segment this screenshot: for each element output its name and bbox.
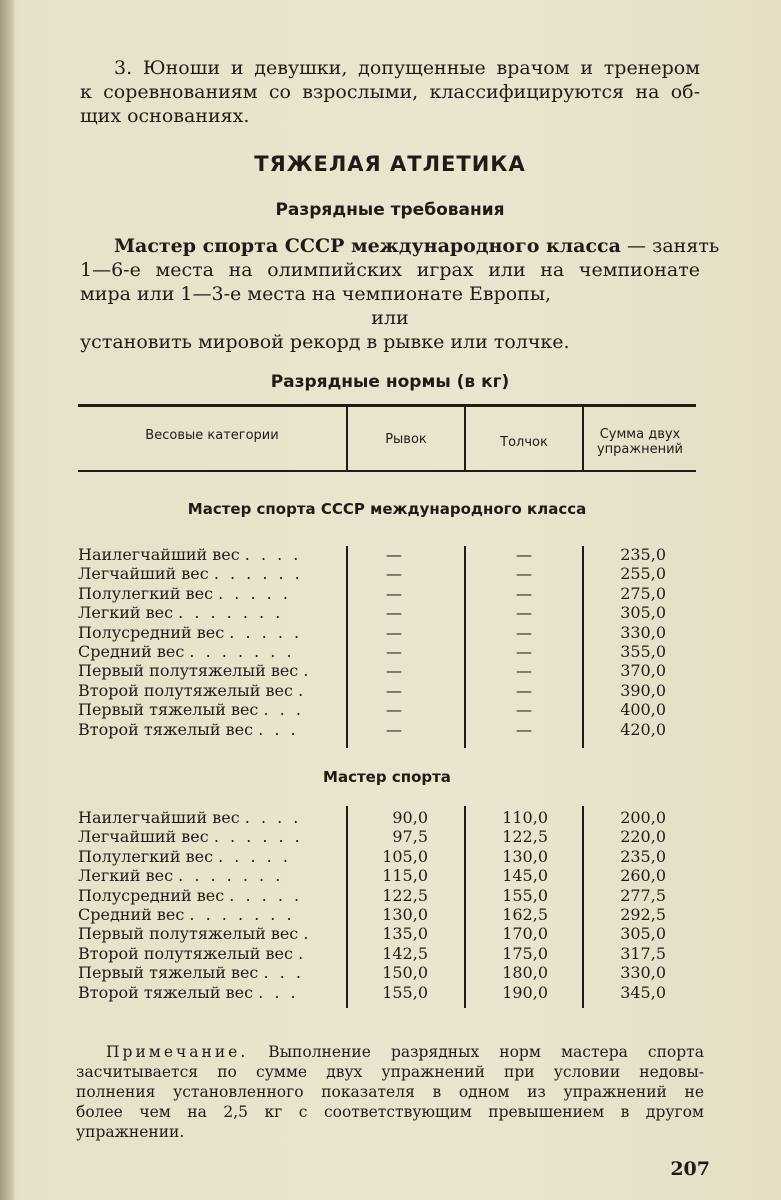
weight-category: [78, 905, 338, 924]
table-row: [78, 584, 696, 603]
weight-category-label: Первый тяжелый вес: [78, 700, 259, 720]
snatch-value: 130,0: [382, 905, 428, 924]
snatch-value: 105,0: [382, 846, 428, 866]
requirements-line-rest: — занять: [620, 235, 720, 257]
table-row: [78, 564, 696, 583]
intro-line: к соревнованиям со взрослыми, классифицируются на об-: [80, 81, 700, 103]
leader-dots: . . . . . .: [213, 827, 303, 847]
requirements-or: или: [371, 307, 409, 329]
table-row: [78, 983, 696, 1002]
clean-jerk-value: —: [516, 622, 532, 642]
weight-category: [78, 827, 338, 846]
snatch-value: —: [386, 680, 402, 700]
weight-category-label: Второй тяжелый вес: [78, 719, 254, 739]
leader-dots: . . . . . . .: [189, 642, 295, 661]
weight-category: [78, 545, 338, 564]
leader-dots: . . .: [258, 719, 299, 739]
leader-dots: . . .: [263, 963, 304, 983]
requirements-line: установить мировой рекорд в рывке или толчке.: [80, 331, 570, 353]
weight-category-label: Второй полутяжелый вес: [78, 680, 293, 700]
clean-jerk-value: —: [516, 603, 532, 623]
snatch-value: 90,0: [392, 808, 428, 827]
snatch-value: 142,5: [382, 943, 428, 963]
intro-paragraph: [80, 56, 700, 128]
table-row: [78, 661, 696, 680]
leader-dots: . . . . . .: [213, 564, 303, 584]
requirements-line: мира или 1—3-е места на чемпионате Европы,: [80, 283, 551, 305]
intro-line: щих основаниях.: [80, 105, 250, 127]
leader-dots: . . .: [263, 700, 304, 720]
table-row: [78, 808, 696, 827]
snatch-value: 115,0: [382, 866, 428, 886]
table-row: [78, 924, 696, 943]
weight-category: [78, 642, 338, 661]
total-value: 330,0: [620, 963, 666, 983]
weight-category-label: Второй тяжелый вес: [78, 982, 254, 1002]
weight-category-label: Второй полутяжелый вес: [78, 943, 293, 963]
table-row: [78, 886, 696, 905]
leader-dots: . . . .: [244, 545, 302, 564]
intro-line: 3. Юноши и девушки, допущенные врачом и тренером: [114, 57, 700, 79]
clean-jerk-value: 145,0: [502, 866, 548, 886]
weight-category-label: Первый полутяжелый вес: [78, 661, 299, 681]
snatch-value: 155,0: [382, 982, 428, 1002]
note-label: Примечание.: [106, 1043, 249, 1061]
clean-jerk-value: 122,5: [502, 827, 548, 847]
snatch-value: 97,5: [392, 827, 428, 847]
requirements-line: [80, 234, 720, 258]
weight-category: [78, 681, 338, 700]
total-value: 330,0: [620, 622, 666, 642]
weight-category-label: Первый тяжелый вес: [78, 963, 259, 983]
weight-category-label: Наилегчайший вес: [78, 808, 240, 827]
weight-category-label: Полулегкий вес: [78, 583, 214, 603]
clean-jerk-value: 110,0: [502, 808, 548, 827]
requirements-line: 1—6-е места на олимпийских играх или на чемпионате: [80, 259, 700, 281]
weight-category: [78, 661, 338, 680]
clean-jerk-value: 170,0: [502, 924, 548, 944]
weight-category: [78, 720, 338, 739]
leader-dots: .: [298, 680, 307, 700]
snatch-value: —: [386, 719, 402, 739]
snatch-value: —: [386, 583, 402, 603]
table-top-rule: [78, 404, 696, 407]
section1-title: Мастер спорта СССР международного класса: [187, 500, 587, 518]
header-total: [584, 427, 696, 457]
total-value: 275,0: [620, 583, 666, 603]
requirements-bold-lead: Мастер спорта СССР международного класса: [114, 235, 621, 257]
leader-dots: .: [303, 661, 312, 681]
book-spine-shadow: [0, 0, 14, 1200]
weight-category: [78, 584, 338, 603]
weight-category-label: Наилегчайший вес: [78, 545, 240, 564]
page-number: 207: [670, 1158, 710, 1180]
snatch-value: —: [386, 700, 402, 720]
clean-jerk-value: —: [516, 661, 532, 681]
total-value: 305,0: [620, 924, 666, 944]
leader-dots: .: [303, 924, 312, 944]
leader-dots: .: [298, 943, 307, 963]
section2-title: Мастер спорта: [323, 768, 451, 786]
clean-jerk-value: —: [516, 564, 532, 584]
requirements-title: Разрядные требования: [275, 200, 505, 220]
header-total-line: Сумма двух: [599, 427, 681, 442]
clean-jerk-value: 190,0: [502, 982, 548, 1002]
leader-dots: . . .: [258, 982, 299, 1002]
snatch-value: —: [386, 642, 402, 661]
snatch-value: 135,0: [382, 924, 428, 944]
requirements-paragraph: [80, 234, 720, 354]
weight-category: [78, 886, 338, 905]
table-row: [78, 905, 696, 924]
weight-category: [78, 983, 338, 1002]
header-total-line: упражнений: [596, 442, 684, 457]
total-value: 220,0: [620, 827, 666, 847]
leader-dots: . . . . .: [229, 622, 303, 642]
weight-category: [78, 564, 338, 583]
weight-category: [78, 808, 338, 827]
weight-category: [78, 700, 338, 719]
clean-jerk-value: 130,0: [502, 846, 548, 866]
total-value: 305,0: [620, 603, 666, 623]
norms-title: Разрядные нормы (в кг): [270, 372, 510, 392]
clean-jerk-value: —: [516, 642, 532, 661]
weight-category-label: Легчайший вес: [78, 564, 209, 584]
table-row: [78, 847, 696, 866]
table-header-bottom-rule: [78, 470, 696, 472]
table-row: [78, 827, 696, 846]
total-value: 317,5: [620, 943, 666, 963]
weight-category: [78, 963, 338, 982]
snatch-value: —: [386, 564, 402, 584]
weight-category-label: Средний вес: [78, 642, 185, 661]
weight-category-label: Легкий вес: [78, 866, 174, 886]
total-value: 277,5: [620, 885, 666, 905]
snatch-value: —: [386, 545, 402, 564]
clean-jerk-value: —: [516, 700, 532, 720]
weight-category: [78, 847, 338, 866]
leader-dots: . . . . .: [229, 885, 303, 905]
leader-dots: . . . . .: [218, 846, 291, 866]
total-value: 200,0: [620, 808, 666, 827]
total-value: 370,0: [620, 661, 666, 681]
total-value: 390,0: [620, 680, 666, 700]
weight-category-label: Полулегкий вес: [78, 846, 214, 866]
total-value: 355,0: [620, 642, 666, 661]
weight-category: [78, 603, 338, 622]
weight-category: [78, 623, 338, 642]
snatch-value: —: [386, 603, 402, 623]
snatch-value: —: [386, 661, 402, 681]
weight-category-label: Полусредний вес: [78, 885, 225, 905]
snatch-value: 122,5: [382, 885, 428, 905]
table-row: [78, 603, 696, 622]
note-line: упражнении.: [76, 1123, 185, 1141]
table-row: [78, 681, 696, 700]
snatch-value: —: [386, 622, 402, 642]
leader-dots: . . . . . . .: [178, 603, 284, 623]
clean-jerk-value: —: [516, 583, 532, 603]
weight-category-label: Полусредний вес: [78, 622, 225, 642]
note-paragraph: [76, 1042, 704, 1142]
total-value: 400,0: [620, 700, 666, 720]
header-category: Весовые категории: [145, 428, 279, 443]
clean-jerk-value: 162,5: [502, 905, 548, 924]
note-line: засчитывается по сумме двух упражнений при условии недовы-: [76, 1063, 704, 1081]
leader-dots: . . . . . . .: [189, 905, 295, 924]
table-row: [78, 720, 696, 739]
note-line: полнения установленного показателя в одном из упражнений не: [76, 1083, 704, 1101]
note-line-rest: Выполнение разрядных норм мастера спорта: [248, 1043, 704, 1061]
weight-category-label: Средний вес: [78, 905, 185, 924]
total-value: 260,0: [620, 866, 666, 886]
clean-jerk-value: —: [516, 545, 532, 564]
weight-category: [78, 944, 338, 963]
table-row: [78, 642, 696, 661]
clean-jerk-value: —: [516, 680, 532, 700]
leader-dots: . . . .: [244, 808, 302, 827]
table-row: [78, 963, 696, 982]
table-row: [78, 700, 696, 719]
weight-category-label: Легкий вес: [78, 603, 174, 623]
clean-jerk-value: 180,0: [502, 963, 548, 983]
weight-category-label: Легчайший вес: [78, 827, 209, 847]
note-line: [76, 1042, 704, 1062]
leader-dots: . . . . . . .: [178, 866, 284, 886]
snatch-value: 150,0: [382, 963, 428, 983]
table-row: [78, 866, 696, 885]
leader-dots: . . . . .: [218, 583, 291, 603]
total-value: 235,0: [620, 846, 666, 866]
table-row: [78, 623, 696, 642]
total-value: 420,0: [620, 719, 666, 739]
total-value: 255,0: [620, 564, 666, 584]
header-clean-jerk: Толчок: [500, 435, 548, 450]
header-snatch: Рывок: [385, 432, 427, 447]
total-value: 235,0: [620, 545, 666, 564]
weight-category: [78, 924, 338, 943]
weight-category-label: Первый полутяжелый вес: [78, 924, 299, 944]
clean-jerk-value: —: [516, 719, 532, 739]
table-row: [78, 545, 696, 564]
clean-jerk-value: 155,0: [502, 885, 548, 905]
total-value: 345,0: [620, 982, 666, 1002]
weight-category: [78, 866, 338, 885]
note-line: более чем на 2,5 кг с соответствующим превышением в другом: [76, 1103, 704, 1121]
clean-jerk-value: 175,0: [502, 943, 548, 963]
section-title: ТЯЖЕЛАЯ АТЛЕТИКА: [254, 152, 526, 176]
total-value: 292,5: [620, 905, 666, 924]
table-row: [78, 944, 696, 963]
